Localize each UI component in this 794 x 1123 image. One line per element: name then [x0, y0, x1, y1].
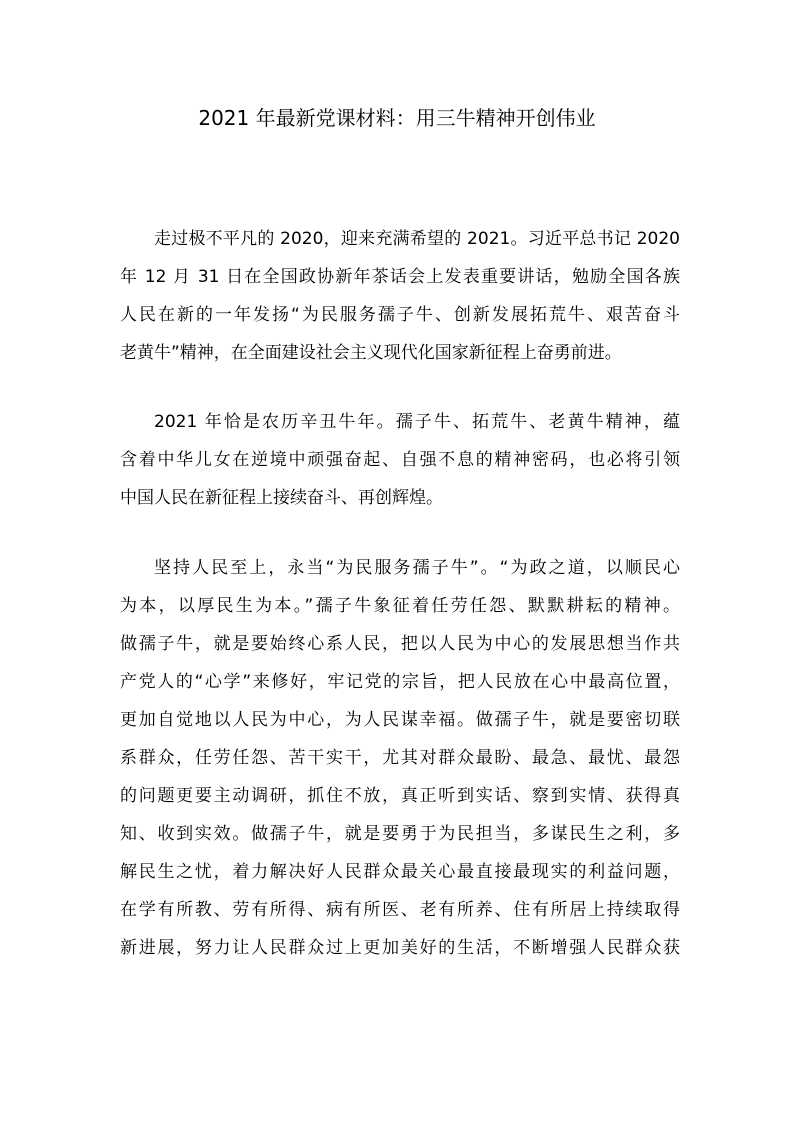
paragraph-line: 系群众，任劳任怨、苦干实干，尤其对群众最盼、最急、最忧、最怨 [120, 748, 680, 768]
paragraph-line: 年 12 月 31 日在全国政协新年茶话会上发表重要讲话，勉励全国各族 [120, 267, 680, 287]
paragraph-line: 坚持人民至上，永当“为民服务孺子牛”。“为政之道，以顺民心 [154, 558, 680, 578]
paragraph-line: 老黄牛”精神，在全面建设社会主义现代化国家新征程上奋勇前进。 [120, 343, 622, 363]
paragraph-line: 为本，以厚民生为本。”孺子牛象征着任劳任怨、默默耕耘的精神。 [120, 596, 680, 616]
paragraph-line: 知、收到实效。做孺子牛，就是要勇于为民担当，多谋民生之利，多 [120, 824, 680, 844]
paragraph-line: 中国人民在新征程上接续奋斗、再创辉煌。 [120, 488, 443, 508]
paragraph-line: 更加自觉地以人民为中心，为人民谋幸福。做孺子牛，就是要密切联 [120, 710, 680, 730]
paragraph-line: 解民生之忧，着力解决好人民群众最关心最直接最现实的利益问题， [120, 862, 680, 882]
paragraph-line: 做孺子牛，就是要始终心系人民，把以人民为中心的发展思想当作共 [120, 634, 680, 654]
paragraph-line: 人民在新的一年发扬“为民服务孺子牛、创新发展拓荒牛、艰苦奋斗 [120, 305, 680, 325]
paragraph-line: 的问题更要主动调研，抓住不放，真正听到实话、察到实情、获得真 [120, 786, 680, 806]
paragraph-line: 含着中华儿女在逆境中顽强奋起、自强不息的精神密码，也必将引领 [120, 450, 680, 470]
paragraph-line: 走过极不平凡的 2020，迎来充满希望的 2021。习近平总书记 2020 [154, 229, 680, 249]
paragraph-line: 2021 年恰是农历辛丑牛年。孺子牛、拓荒牛、老黄牛精神，蕴 [154, 412, 680, 432]
paragraph-line: 产党人的“心学”来修好，牢记党的宗旨，把人民放在心中最高位置， [120, 672, 680, 692]
paragraph-line: 在学有所教、劳有所得、病有所医、老有所养、住有所居上持续取得 [120, 900, 680, 920]
document-title: 2021 年最新党课材料：用三牛精神开创伟业 [198, 106, 596, 130]
paragraph-line: 新进展，努力让人民群众过上更加美好的生活，不断增强人民群众获 [120, 938, 680, 958]
